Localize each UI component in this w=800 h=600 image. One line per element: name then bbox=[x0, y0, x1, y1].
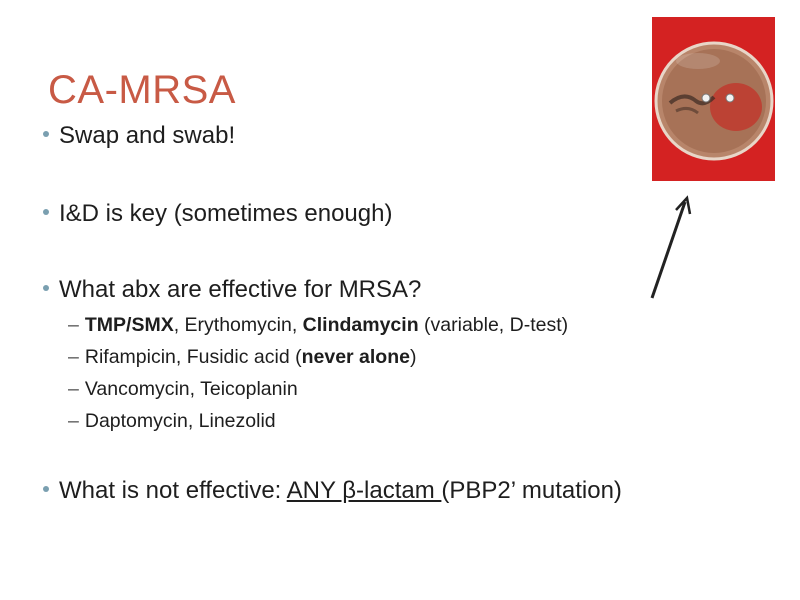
petri-dish-photo bbox=[652, 17, 775, 181]
underlined-text: ANY β-lactam bbox=[286, 477, 442, 504]
sub-bullet-rifampicin bbox=[68, 346, 416, 369]
bullet-swap-and-swab bbox=[43, 122, 235, 150]
sub-bullet-tmp-smx bbox=[68, 314, 568, 337]
drug-bold: TMP/SMX bbox=[84, 314, 174, 336]
bullet-not-effective bbox=[43, 477, 622, 505]
bullet-text: What abx are effective for MRSA? bbox=[59, 276, 422, 303]
bullet-dot bbox=[43, 486, 49, 492]
bullet-text: (PBP2’ mutation) bbox=[441, 477, 622, 504]
dash-marker: – bbox=[68, 410, 79, 432]
bullet-dot bbox=[43, 131, 49, 137]
sub-bullet-daptomycin bbox=[68, 410, 276, 433]
sub-text: Rifampicin, Fusidic acid ( bbox=[84, 346, 302, 368]
sub-bullet-vancomycin bbox=[68, 378, 298, 401]
bullet-effective-abx bbox=[43, 276, 421, 304]
bullet-text: Swap and swab! bbox=[59, 122, 236, 149]
slide-title: CA-MRSA bbox=[48, 68, 236, 112]
arrow-icon bbox=[640, 190, 700, 305]
sub-text: (variable, D-test) bbox=[418, 314, 569, 336]
petri-dish-image bbox=[652, 17, 775, 181]
bullet-dot bbox=[43, 285, 49, 291]
bullet-text: I&D is key (sometimes enough) bbox=[59, 200, 393, 227]
bullet-dot bbox=[43, 209, 49, 215]
warning-bold: never alone bbox=[301, 346, 410, 368]
dash-marker: – bbox=[68, 314, 79, 336]
drug-bold: Clindamycin bbox=[302, 314, 419, 336]
bullet-text: What is not effective: bbox=[59, 477, 287, 504]
sub-text: Vancomycin, Teicoplanin bbox=[84, 378, 298, 400]
sub-text: ) bbox=[409, 346, 417, 368]
sub-text: , Erythomycin, bbox=[173, 314, 303, 336]
dash-marker: – bbox=[68, 378, 79, 400]
sub-text: Daptomycin, Linezolid bbox=[84, 410, 276, 432]
dash-marker: – bbox=[68, 346, 79, 368]
bullet-incision-drainage bbox=[43, 200, 392, 228]
